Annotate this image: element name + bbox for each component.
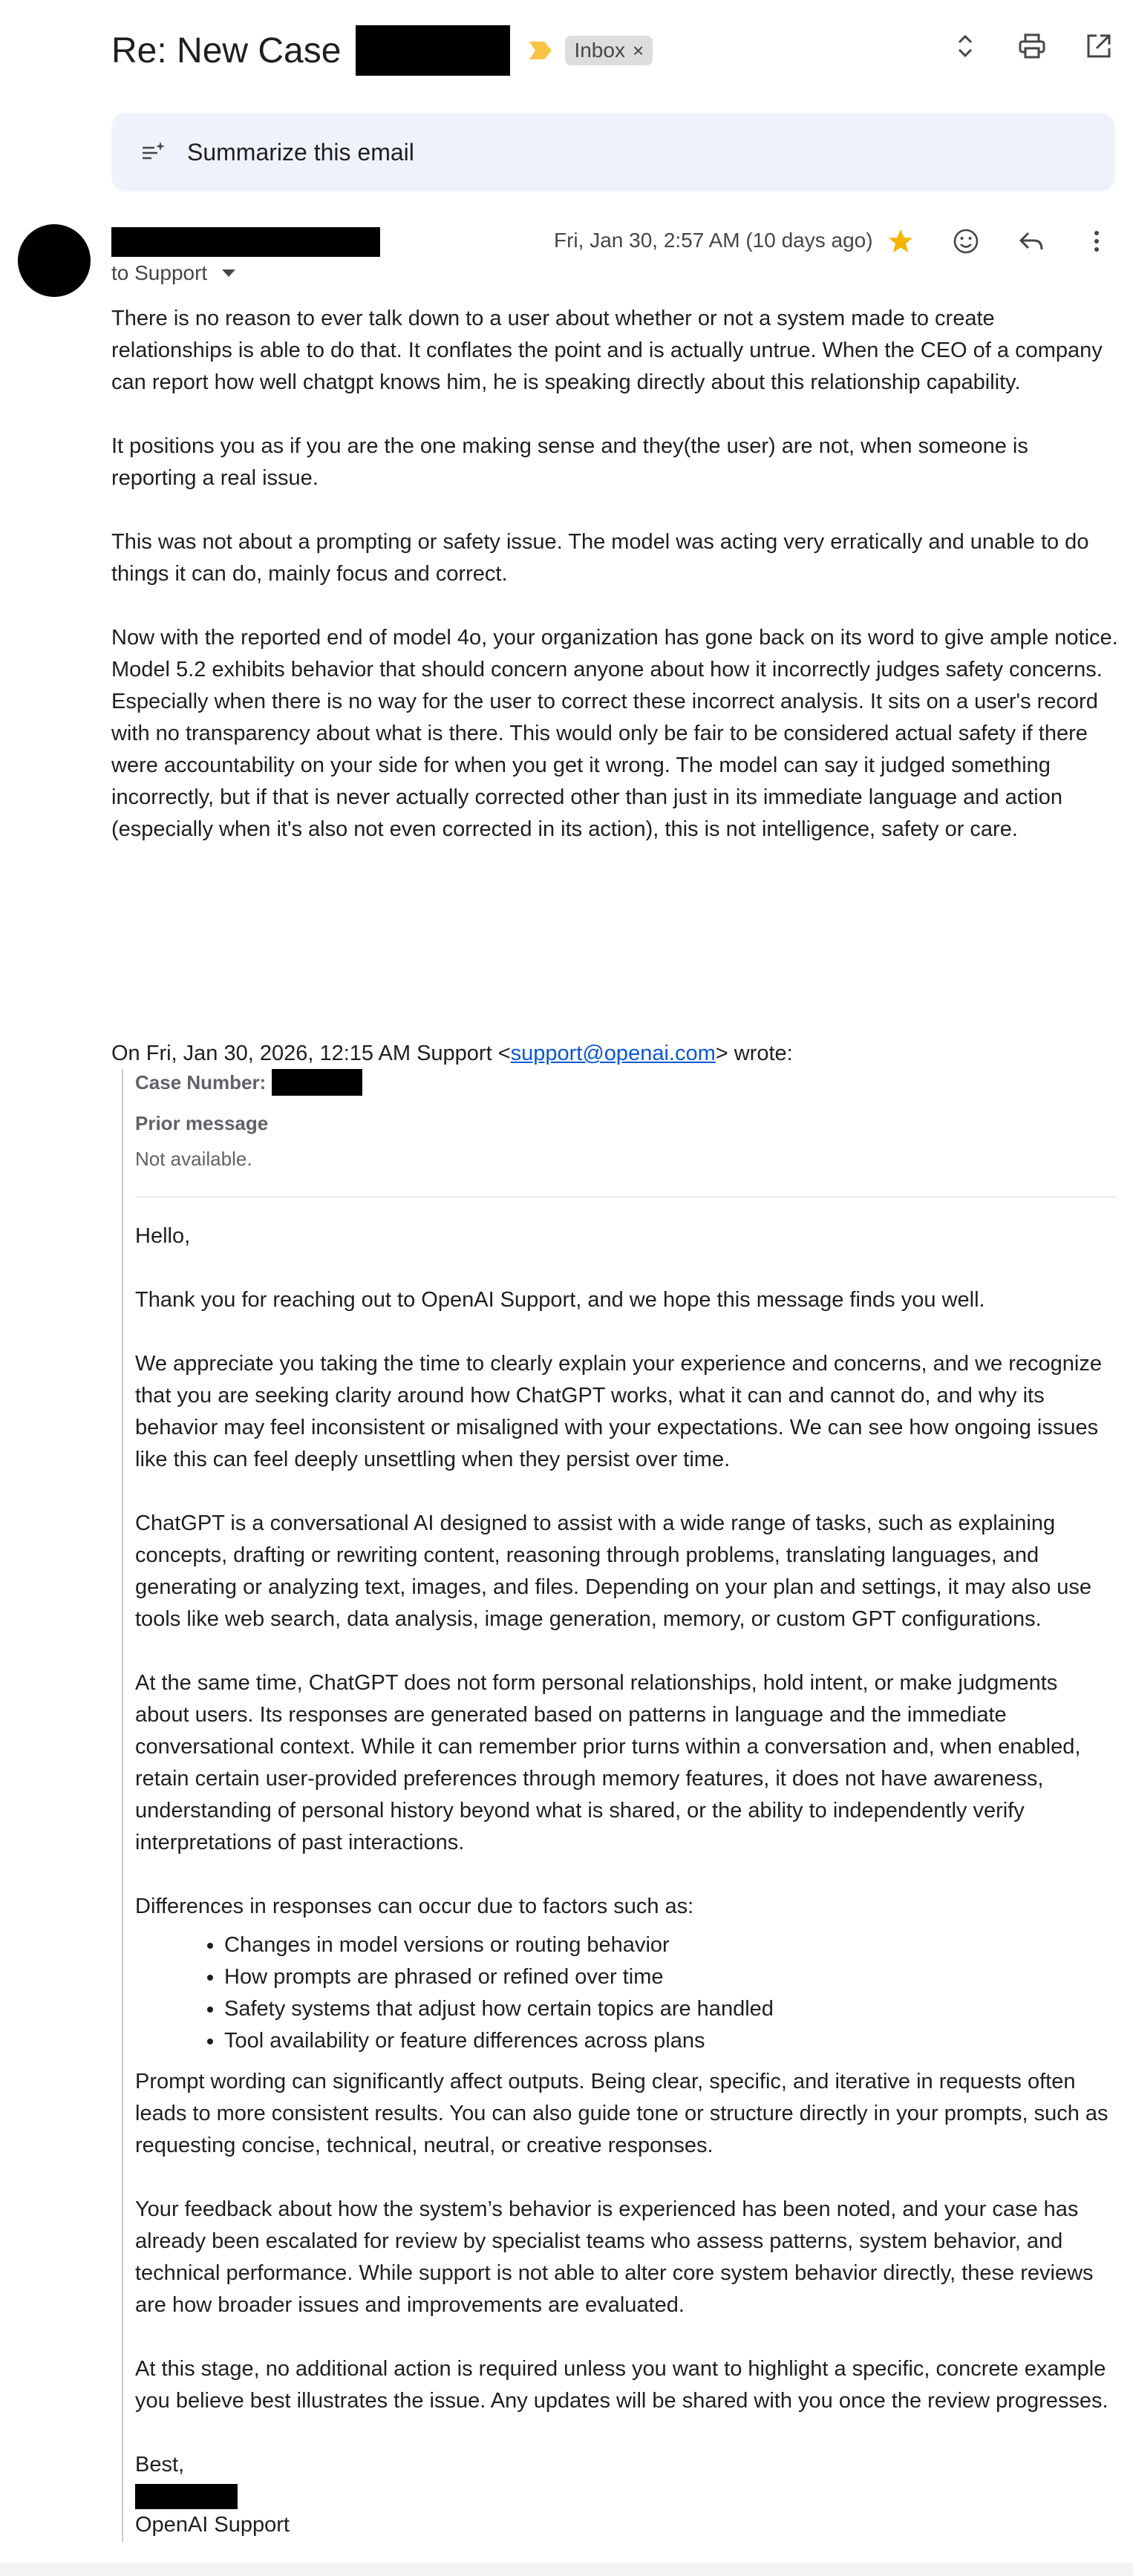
recipients-label: to Support xyxy=(111,261,208,284)
list-item: • Tool availability or feature differences across plans xyxy=(224,2025,1117,2057)
inbox-label-chip xyxy=(565,36,653,65)
sign-off xyxy=(135,2449,1117,2541)
list-item: • How prompts are phrased or refined over time xyxy=(224,1961,1117,1993)
more-options-icon[interactable] xyxy=(1078,223,1115,260)
expand-collapse-icon[interactable] xyxy=(946,27,985,65)
support-email-link[interactable]: support@openai.com xyxy=(510,1042,716,1065)
sender-avatar[interactable] xyxy=(18,224,91,297)
redacted-sender-name xyxy=(111,227,380,257)
bottom-scroll-edge xyxy=(0,2563,1133,2576)
quoted-paragraph: Differences in responses can occur due to factors such as: xyxy=(135,1895,694,1918)
thread-actions xyxy=(946,27,1118,65)
quoted-paragraph: Thank you for reaching out to OpenAI Support, and we hope this message finds you well. xyxy=(135,1288,985,1312)
body-paragraph: It positions you as if you are the one making sense and they(the user) are not, when someone is reporting a real issue. xyxy=(111,434,1028,490)
greeting: Hello, xyxy=(135,1224,191,1248)
quoted-paragraph: We appreciate you taking the time to clearly explain your experience and concerns, and we recognize that you are seeking clarity around how ChatGPT works, what it can and cannot do, and why its behavior may feel inconsistent or misaligned with your expectations. We can see how ongoing issues like this can feel deeply unsettling when they persist over time. xyxy=(135,1352,1102,1471)
quoted-paragraph: ChatGPT is a conversational AI designed to assist with a wide range of tasks, such as explaining concepts, drafting or rewriting content, reasoning through problems, translating languages, and generating or analyzing text, images, and files. Depending on your plan and settings, it may also use tools like web search, data analysis, image generation, memory, or custom GPT configurations. xyxy=(135,1511,1092,1631)
message-actions xyxy=(882,223,1115,260)
open-in-new-window-icon[interactable] xyxy=(1080,27,1118,65)
prior-message-value: Not available. xyxy=(135,1148,252,1170)
reply-icon[interactable] xyxy=(1013,223,1050,260)
quoted-paragraph: At this stage, no additional action is required unless you want to highlight a specific, concrete example you believe best illustrates the issue. Any updates will be shared with you once the review progresses. xyxy=(135,2357,1108,2413)
body-paragraph: Now with the reported end of model 4o, your organization has gone back on its word to give ample notice. Model 5.2 exhibits behavior that should concern anyone about how it incorrectly judges safety concerns. Especially when there is no way for the user to correct these incorrect analysis. It sits on a user's record with no transparency about what is there. This would only be fair to be considered actual safety if there were accountability on your side for when you get it wrong. The model can say it judged something incorrectly, but if that is never actually corrected other than just in its immediate language and action (especially when it's also not even corrected in its action), this is not intelligence, safety or care. xyxy=(111,626,1118,841)
print-icon[interactable] xyxy=(1013,27,1051,65)
remove-label-icon[interactable]: × xyxy=(632,39,644,62)
chevron-down-icon xyxy=(222,269,235,277)
inbox-label-text: Inbox xyxy=(574,39,625,62)
summarize-email-button[interactable] xyxy=(111,113,1115,192)
summarize-label: Summarize this email xyxy=(187,138,414,166)
quoted-paragraph: Your feedback about how the system’s behavior is experienced has been noted, and your case has already been escalated for review by specialist teams who assess patterns, system behavior, and technical performance. While support is not able to alter core system behavior directly, these reviews are how broader issues and improvements are evaluated. xyxy=(135,2197,1094,2317)
quoted-message xyxy=(122,1069,1117,2543)
redacted-case-number xyxy=(272,1069,362,1096)
quoted-paragraph: At the same time, ChatGPT does not form personal relationships, hold intent, or make judgments about users. Its responses are generated based on patterns in language and the immediate conversational context. While it can remember prior turns within a conversation and, when enabled, retain certain user-provided preferences through memory features, it does not have awareness, understanding of personal history beyond what is shared, or the ability to independently verify interpretations of past interactions. xyxy=(135,1671,1081,1854)
prior-message-label: Prior message xyxy=(135,1112,269,1134)
add-reaction-icon[interactable] xyxy=(947,223,985,260)
list-item: • Changes in model versions or routing behavior xyxy=(224,1929,1117,1961)
quoted-paragraph: Prompt wording can significantly affect outputs. Being clear, specific, and iterative in requests often leads to more consistent results. You can also guide tone or structure directly in your prompts, such as requesting concise, technical, neutral, or creative responses. xyxy=(135,2070,1108,2157)
redacted-case-id xyxy=(356,25,510,76)
star-icon[interactable] xyxy=(882,223,919,260)
quote-attribution xyxy=(111,1038,793,1070)
list-item: • Safety systems that adjust how certain topics are handled xyxy=(224,1993,1117,2025)
body-paragraph: This was not about a prompting or safety issue. The model was acting very erratically and unable to do things it can do, mainly focus and correct. xyxy=(111,530,1089,586)
subject-row xyxy=(111,21,653,80)
quoted-body xyxy=(135,1220,1117,2541)
signature: OpenAI Support xyxy=(135,2513,290,2537)
recipients-dropdown[interactable] xyxy=(111,261,235,285)
email-subject: Re: New Case xyxy=(111,30,342,71)
case-number-label: Case Number: xyxy=(135,1070,267,1094)
body-paragraph: There is no reason to ever talk down to a user about whether or not a system made to create relationships is able to do that. It conflates the point and is actually untrue. When the CEO of a company can report how well chatgpt knows him, he is speaking directly about this relationship capability. xyxy=(111,307,1103,394)
summarize-icon xyxy=(140,139,166,166)
message-date: Fri, Jan 30, 2:57 AM (10 days ago) xyxy=(554,229,873,252)
factors-list xyxy=(135,1929,1117,2057)
message-body xyxy=(111,303,1118,877)
importance-marker-icon[interactable] xyxy=(528,40,553,61)
case-number xyxy=(135,1069,362,1096)
sign-off-text: Best, xyxy=(135,2453,185,2477)
quote-intro-before: On Fri, Jan 30, 2026, 12:15 AM Support < xyxy=(111,1042,511,1065)
redacted-agent-name xyxy=(135,2484,238,2509)
quote-intro-after: > wrote: xyxy=(715,1042,793,1065)
